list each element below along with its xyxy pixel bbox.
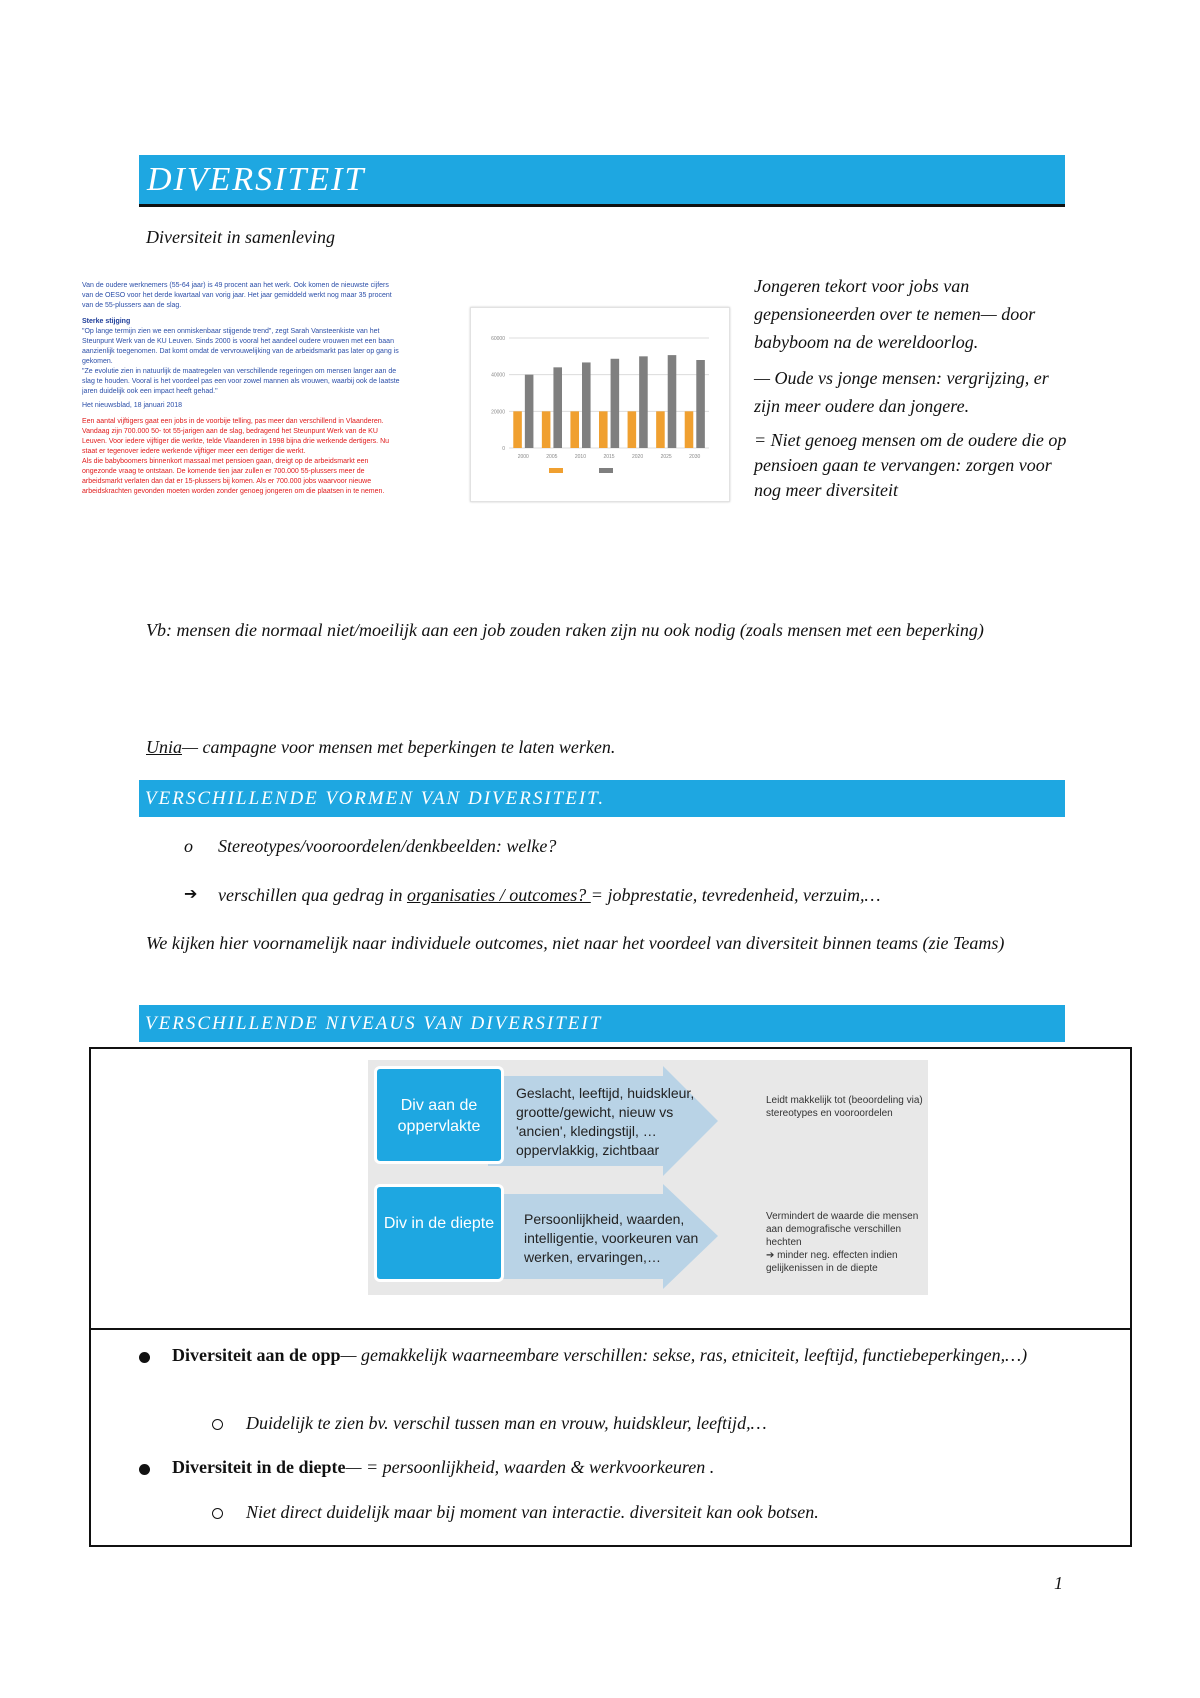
bar <box>639 356 648 448</box>
page-number: 1 <box>1054 1573 1063 1593</box>
unia-name: Unia <box>146 737 182 757</box>
bullet-depth <box>172 1454 1052 1480</box>
bar <box>628 411 637 448</box>
circle-bullet: o <box>184 836 193 856</box>
x-tick-label: 2030 <box>689 454 701 460</box>
legend-swatch <box>549 468 563 473</box>
section-header-forms <box>139 780 1065 817</box>
bullet-depth-text: — = persoonlijkheid, waarden & werkvoorkeuren . <box>345 1457 715 1477</box>
bar <box>611 359 620 448</box>
depth-note-text: Vermindert de waarde die mensen aan demografische verschillen hechten <box>766 1211 919 1248</box>
clip-source: Het nieuwsblad, 18 januari 2018 <box>82 402 183 409</box>
page-title: DIVERSITEIT <box>147 161 366 198</box>
x-tick-label: 2025 <box>660 454 672 460</box>
bar <box>599 411 608 448</box>
clip-para5: Als die babyboomers binnenkort massaal met pensioen gaan, dreigt op de arbeidsmarkt een ongezonde vraag te ontstaan. De komende tien jaar zullen er 700.000 55-plussers meer de arbeidsmarkt verlaten dan dat er 15-plussers bij komen. Als er 700.000 jobs waarvoor nieuwe arbeidskrachten gevonden moeten worden zonder genoeg jongeren om die plaatsen in te nemen. <box>82 458 385 495</box>
bar <box>553 367 562 448</box>
arrow-icon: ➔ <box>184 886 198 903</box>
x-tick-label: 2015 <box>603 454 615 460</box>
y-tick-label: 20000 <box>491 409 505 416</box>
bar <box>570 411 579 448</box>
bullet-surface-bold: Diversiteit aan de opp <box>172 1345 341 1365</box>
clip-para2: "Op lange termijn zien we een onmiskenbaar stijgende trend", zegt Sarah Vansteenkiste van het Steunpunt Werk van de KU Leuven. Sinds 2000 is vooral het aandeel oudere vrouwen met een baan aanzienlijk toegenomen. Dat komt omdat de vervrouwelijking van de arbeidsmarkt pas later op gang is gekomen. <box>82 328 399 365</box>
bullet-dot-2 <box>139 1464 150 1475</box>
frame-divider <box>89 1328 1132 1330</box>
subtitle: Diversiteit in samenleving <box>146 227 335 247</box>
section-header-levels <box>139 1005 1065 1042</box>
depth-traits: Persoonlijkheid, waarden, intelligentie, voorkeuren van werken, ervaringen,… <box>524 1211 699 1265</box>
surface-traits: Geslacht, leeftijd, huidskleur, grootte/gewicht, nieuw vs 'ancien', kledingstijl, … oppervlakkig, zichtbaar <box>516 1085 695 1158</box>
bar <box>656 411 665 448</box>
outcomes-pre: verschillen qua gedrag in <box>218 885 407 905</box>
outcomes-link: organisaties / outcomes? <box>406 885 591 905</box>
box-surface <box>374 1066 504 1164</box>
clip-heading: Sterke stijging <box>82 318 131 325</box>
x-tick-label: 2000 <box>517 454 529 460</box>
section-title-levels: VERSCHILLENDE NIVEAUS VAN DIVERSITEIT <box>145 1013 603 1034</box>
box-depth-label: Div in de diepte <box>383 1215 495 1232</box>
depth-note-arrow: ➔ minder neg. effecten indien gelijkenissen in de diepte <box>766 1250 898 1274</box>
bar-chart <box>471 308 729 501</box>
unia-text: — campagne voor mensen met beperkingen te laten werken. <box>182 737 616 757</box>
bar <box>685 411 694 448</box>
bullet-depth-bold: Diversiteit in de diepte <box>172 1457 346 1477</box>
sub-bullet-ring-1 <box>212 1419 223 1430</box>
x-tick-label: 2005 <box>546 454 558 460</box>
newspaper-clipping <box>82 281 402 536</box>
section-title-forms: VERSCHILLENDE VORMEN VAN DIVERSITEIT. <box>145 788 606 809</box>
y-tick-label: 40000 <box>491 372 505 379</box>
clip-para3: "Ze evolutie zien in natuurlijk de maatregelen van verschillende regeringen om mensen langer aan de slag te houden. Vooral is het voordeel pas een voor zowel mannen als vrouwen, waarbij ook de laatste jaren duidelijk ook een impact heeft gehad." <box>82 368 400 395</box>
right-text-p1: Jongeren tekort voor jobs van gepensioneerden over te nemen— door babyboom na de wereldoorlog. <box>754 276 1036 352</box>
surface-note: Leidt makkelijk tot (beoordeling via) stereotypes en vooroordelen <box>766 1095 923 1119</box>
y-tick-label: 60000 <box>491 336 505 342</box>
bar <box>582 362 591 448</box>
outcomes-paragraph: We kijken hier voornamelijk naar individuele outcomes, niet naar het voordeel van diversiteit binnen teams (zie Teams) <box>146 933 1005 953</box>
title-banner <box>139 155 1065 207</box>
outcomes-bullet <box>218 882 881 908</box>
unia-line <box>146 734 1056 760</box>
clip-para1: Van de oudere werknemers (55-64 jaar) is 49 procent aan het werk. Ook komen de nieuwste cijfers van de OESO voor het derde kwartaal van vorig jaar. Het jaar gemiddeld werkt nog maar 35 procent van de 55-plussers aan de slag. <box>82 282 392 309</box>
bar <box>542 411 551 448</box>
bar <box>525 375 534 448</box>
example-paragraph: Vb: mensen die normaal niet/moeilijk aan een job zouden raken zijn nu ook nodig (zoals mensen met een beperking) <box>146 620 984 640</box>
right-text-block <box>754 272 1074 503</box>
x-tick-label: 2020 <box>632 454 644 460</box>
bar <box>513 411 522 448</box>
right-text-p3: = Niet genoeg mensen om de oudere die op pensioen gaan te vervangen: zorgen voor nog meer diversiteit <box>754 430 1067 500</box>
bullet-dot-1 <box>139 1352 150 1363</box>
sub-bullet-depth: Niet direct duidelijk maar bij moment van interactie. diversiteit kan ook botsen. <box>246 1502 819 1522</box>
bar <box>668 355 677 448</box>
bullet-surface-text: — gemakkelijk waarneembare verschillen: sekse, ras, etniciteit, leeftijd, functiebeperkingen,…) <box>340 1345 1028 1365</box>
x-tick-label: 2010 <box>574 454 586 460</box>
stereotypes-bullet: Stereotypes/vooroordelen/denkbeelden: welke? <box>218 836 557 856</box>
sub-bullet-ring-2 <box>212 1508 223 1519</box>
box-surface-label: Div aan de oppervlakte <box>397 1097 481 1135</box>
diversity-levels-diagram <box>368 1060 928 1295</box>
legend-swatch <box>599 468 613 473</box>
outcomes-post: = jobprestatie, tevredenheid, verzuim,… <box>590 885 881 905</box>
bullet-surface <box>172 1342 1052 1368</box>
bar-chart-container <box>470 307 730 502</box>
bar <box>696 360 705 448</box>
right-text-p2: — Oude vs jonge mensen: vergrijzing, er zijn meer oudere dan jongere. <box>754 368 1049 416</box>
clip-para4: Een aantal vijftigers gaat een jobs in de voorbije telling, pas meer dan verschillend in Vlaanderen. Vandaag zijn 700.000 50- tot 55-jarigen aan de slag, bedragend het Steunpunt Werk van de KU Leuven. Voor iedere vijftiger die werkte, telde Vlaanderen in 1998 bijna drie werkende dertigers. Nu staat er tegenover iedere werkende vijftiger meer een dertiger die werkt. <box>82 418 390 455</box>
box-depth <box>374 1184 504 1282</box>
depth-note <box>766 1210 926 1275</box>
y-tick-label: 0 <box>502 446 505 452</box>
sub-bullet-surface: Duidelijk te zien bv. verschil tussen man en vrouw, huidskleur, leeftijd,… <box>246 1413 767 1433</box>
